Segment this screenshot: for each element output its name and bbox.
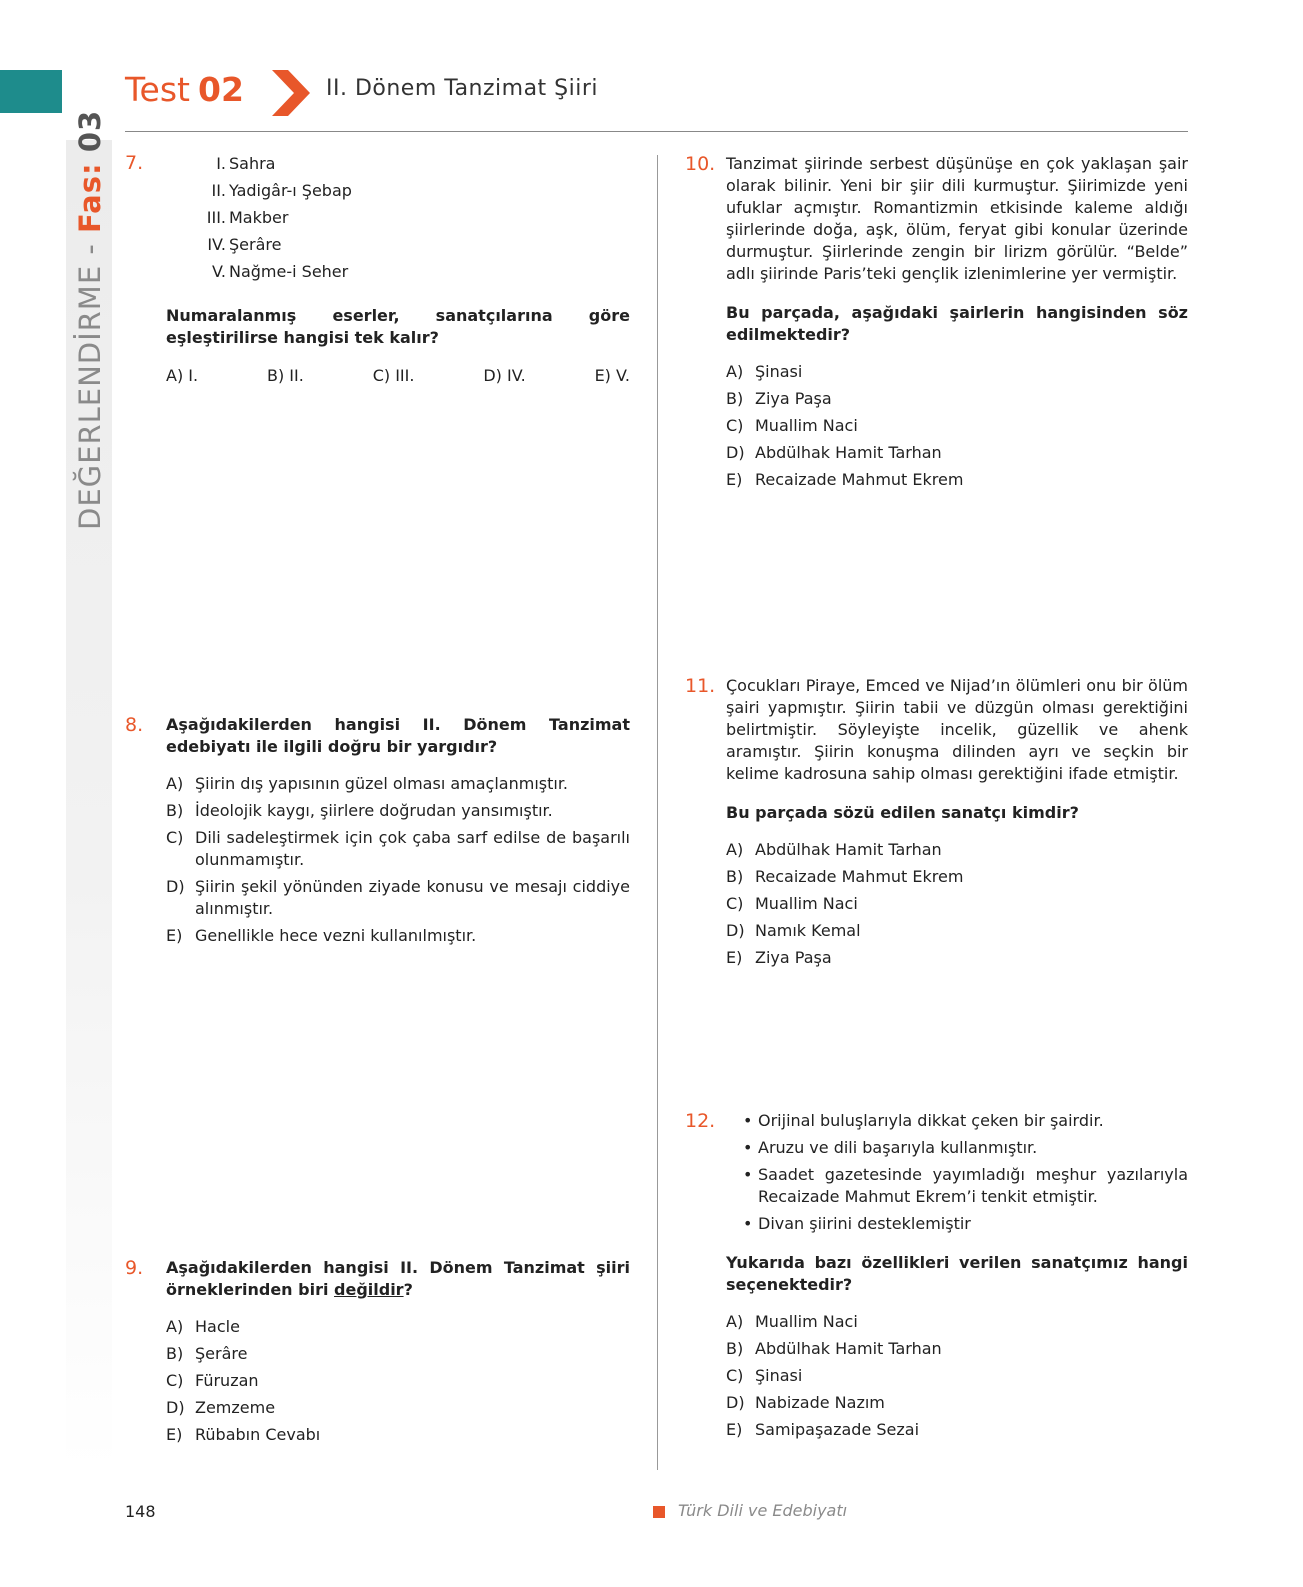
option-letter: B) — [726, 1339, 744, 1358]
question-text: Numaralanmış eserler, sanatçılarına göre eşleştirilirse hangisi tek kalır? — [166, 306, 630, 347]
answer-option: E) V. — [594, 366, 630, 385]
fasikul-label: Fas: — [73, 162, 107, 233]
question-text-end: ? — [403, 1280, 413, 1299]
question-number: 8. — [125, 714, 144, 736]
option-text: Şinasi — [755, 362, 803, 381]
answer-options — [166, 773, 630, 947]
work-title: Yadigâr-ı Şebap — [229, 181, 352, 200]
question-number: 7. — [125, 152, 144, 174]
option-letter: D) — [726, 443, 745, 462]
answer-option — [726, 415, 1188, 437]
fasikul-number: 03 — [73, 109, 107, 153]
roman-numeral: IV. — [207, 235, 226, 254]
answer-option — [726, 442, 1188, 464]
answer-option — [166, 1397, 630, 1419]
option-text: Recaizade Mahmut Ekrem — [755, 470, 964, 489]
option-text: Abdülhak Hamit Tarhan — [755, 1339, 942, 1358]
list-item — [166, 180, 630, 207]
roman-numeral: I. — [216, 154, 226, 173]
answer-option — [726, 469, 1188, 491]
test-number: 02 — [198, 70, 244, 109]
test-label: Test — [125, 70, 190, 109]
question-text: Bu parçada sözü edilen sanatçı kimdir? — [726, 803, 1079, 822]
answer-option — [726, 920, 1188, 942]
option-letter: E) — [166, 1425, 183, 1444]
roman-numeral: V. — [212, 262, 226, 281]
option-text: Rübabın Cevabı — [195, 1425, 321, 1444]
option-letter: E) — [726, 1420, 743, 1439]
option-letter: D) — [166, 877, 185, 896]
bullet-icon: • — [743, 1138, 753, 1157]
question-text — [166, 1257, 630, 1301]
option-letter: B) — [726, 867, 744, 886]
bullet-icon: • — [743, 1111, 753, 1130]
answer-option — [726, 1311, 1188, 1333]
option-letter: D) — [726, 1393, 745, 1412]
answer-option — [726, 947, 1188, 969]
option-text: Ziya Paşa — [755, 389, 832, 408]
bullet-list — [743, 1110, 1188, 1235]
option-text: Genellikle hece vezni kullanılmıştır. — [195, 926, 477, 945]
bullet-icon: • — [743, 1165, 753, 1184]
answer-option: B) II. — [266, 366, 304, 385]
bullet-item — [743, 1164, 1188, 1208]
answer-option — [166, 1343, 630, 1365]
question-number: 11. — [685, 675, 716, 697]
chevron-right-icon — [270, 70, 310, 116]
answer-options — [166, 1316, 630, 1446]
option-text: İdeolojik kaygı, şiirlere doğrudan yansımıştır. — [195, 801, 553, 820]
option-text: Abdülhak Hamit Tarhan — [755, 443, 942, 462]
option-letter: A) — [166, 1317, 184, 1336]
option-letter: C) — [166, 1371, 184, 1390]
header-divider — [125, 131, 1188, 132]
option-text: Samipaşazade Sezai — [755, 1420, 920, 1439]
answer-option — [166, 800, 630, 822]
question-9 — [166, 1257, 630, 1451]
option-letter: B) — [726, 389, 744, 408]
answer-options — [166, 365, 630, 387]
passage-text: Tanzimat şiirinde serbest düşünüşe en çok yaklaşan şair olarak bilinir. Yeni bir şiir dili kurmuştur. Şiirimizde yeni ufuklar açmıştır. Romantizmin etkisinde kaleme aldığı şiirlerinde doğa, aşk, ölüm, feryat gibi konular üzerinde durmuştur. Şiirlerinde zengin bir lirizm görülür. “Belde” adlı şiirinde Paris’teki gençlik izlenimlerine yer vermiştir. — [726, 154, 1188, 283]
work-title: Makber — [229, 208, 289, 227]
side-label-text: DEĞERLENDİRME - — [73, 232, 107, 530]
page-number: 148 — [125, 1502, 156, 1521]
list-item — [166, 261, 630, 288]
answer-option — [166, 876, 630, 920]
option-text: Hacle — [195, 1317, 240, 1336]
list-item — [166, 207, 630, 234]
question-11 — [726, 675, 1188, 974]
option-text: Şiirin şekil yönünden ziyade konusu ve mesajı ciddiye alınmıştır. — [195, 877, 630, 918]
question-text: Aşağıdakilerden hangisi II. Dönem Tanzimat edebiyatı ile ilgili doğru bir yargıdır? — [166, 715, 630, 756]
option-text: Zemzeme — [195, 1398, 276, 1417]
option-letter: C) — [726, 1366, 744, 1385]
side-label — [73, 109, 107, 530]
option-text: Muallim Naci — [755, 894, 858, 913]
option-letter: E) — [166, 926, 183, 945]
question-text: Bu parçada, aşağıdaki şairlerin hangisinden söz edilmektedir? — [726, 303, 1188, 344]
answer-option — [726, 893, 1188, 915]
roman-list — [166, 153, 630, 288]
bullet-text: Orijinal buluşlarıyla dikkat çeken bir şairdir. — [758, 1111, 1104, 1130]
option-text: Ziya Paşa — [755, 948, 832, 967]
bullet-item — [743, 1137, 1188, 1159]
answer-options — [726, 839, 1188, 969]
option-text: Abdülhak Hamit Tarhan — [755, 840, 942, 859]
footer-square-icon — [653, 1506, 665, 1518]
option-letter: A) — [726, 362, 744, 381]
list-item — [166, 153, 630, 180]
section-title: II. Dönem Tanzimat Şiiri — [326, 76, 599, 101]
option-letter: C) — [726, 416, 744, 435]
answer-option — [166, 773, 630, 795]
option-letter: C) — [726, 894, 744, 913]
question-emphasis: değildir — [334, 1280, 404, 1299]
answer-option: A) I. — [166, 366, 199, 385]
option-letter: A) — [726, 1312, 744, 1331]
answer-option — [166, 925, 630, 947]
option-letter: E) — [726, 470, 743, 489]
answer-option — [166, 827, 630, 871]
answer-option — [726, 866, 1188, 888]
option-letter: D) — [166, 1398, 185, 1417]
option-text: Füruzan — [195, 1371, 259, 1390]
answer-option — [726, 839, 1188, 861]
option-text: Nabizade Nazım — [755, 1393, 885, 1412]
option-text: Şinasi — [755, 1366, 803, 1385]
answer-option — [166, 1370, 630, 1392]
question-7 — [166, 153, 630, 387]
header-teal-tab — [0, 70, 62, 113]
footer-subject: Türk Dili ve Edebiyatı — [678, 1501, 848, 1520]
answer-option — [166, 1424, 630, 1446]
column-divider — [657, 155, 658, 1470]
answer-option — [726, 361, 1188, 383]
work-title: Sahra — [229, 154, 276, 173]
question-10 — [726, 153, 1188, 496]
option-text: Dili sadeleştirmek için çok çaba sarf edilse de başarılı olunmamıştır. — [195, 828, 630, 869]
option-text: Recaizade Mahmut Ekrem — [755, 867, 964, 886]
bullet-text: Divan şiirini desteklemiştir — [758, 1214, 971, 1233]
bullet-text: Saadet gazetesinde yayımladığı meşhur yazılarıyla Recaizade Mahmut Ekrem’i tenkit etmiştir. — [758, 1165, 1188, 1206]
option-text: Muallim Naci — [755, 1312, 858, 1331]
answer-option: D) IV. — [483, 366, 526, 385]
question-12 — [726, 1110, 1188, 1446]
answer-option — [726, 1392, 1188, 1414]
question-number: 9. — [125, 1257, 144, 1279]
option-text: Şerâre — [195, 1344, 248, 1363]
option-letter: C) — [166, 828, 184, 847]
work-title: Nağme-i Seher — [229, 262, 349, 281]
option-letter: A) — [726, 840, 744, 859]
answer-option — [166, 1316, 630, 1338]
question-8 — [166, 714, 630, 952]
question-text: Yukarıda bazı özellikleri verilen sanatçımız hangi seçenektedir? — [726, 1253, 1188, 1294]
bullet-item — [743, 1213, 1188, 1235]
question-number: 12. — [685, 1110, 716, 1132]
question-number: 10. — [685, 153, 716, 175]
answer-options — [726, 361, 1188, 491]
answer-options — [726, 1311, 1188, 1441]
answer-option — [726, 1419, 1188, 1441]
list-item — [166, 234, 630, 261]
passage-text: Çocukları Piraye, Emced ve Nijad’ın ölümleri onu bir ölüm şairi yapmıştır. Şiirin tabii ve düzgün olması gerektiğini belirtmiştir. Söyleyişte incelik, güzellik ve ahenk aramıştır. Şiirin konuşma dilinden ayrı ve seçkin bir kelime kadrosuna sahip olması gerektiğini ifade etmiştir. — [726, 676, 1188, 783]
option-letter: A) — [166, 774, 184, 793]
option-text: Muallim Naci — [755, 416, 858, 435]
answer-option — [726, 1365, 1188, 1387]
option-letter: B) — [166, 1344, 184, 1363]
option-letter: B) — [166, 801, 184, 820]
bullet-icon: • — [743, 1214, 753, 1233]
answer-option — [726, 1338, 1188, 1360]
option-letter: D) — [726, 921, 745, 940]
option-letter: E) — [726, 948, 743, 967]
answer-option: C) III. — [372, 366, 415, 385]
bullet-text: Aruzu ve dili başarıyla kullanmıştır. — [758, 1138, 1038, 1157]
answer-option — [726, 388, 1188, 410]
option-text: Namık Kemal — [755, 921, 861, 940]
question-text-part: Aşağıdakilerden hangisi II. Dönem Tanzimat şiiri örneklerinden biri — [166, 1258, 630, 1299]
roman-numeral: II. — [211, 181, 226, 200]
option-text: Şiirin dış yapısının güzel olması amaçlanmıştır. — [195, 774, 569, 793]
roman-numeral: III. — [206, 208, 226, 227]
test-title — [125, 70, 244, 110]
bullet-item — [743, 1110, 1188, 1132]
work-title: Şerâre — [229, 235, 282, 254]
